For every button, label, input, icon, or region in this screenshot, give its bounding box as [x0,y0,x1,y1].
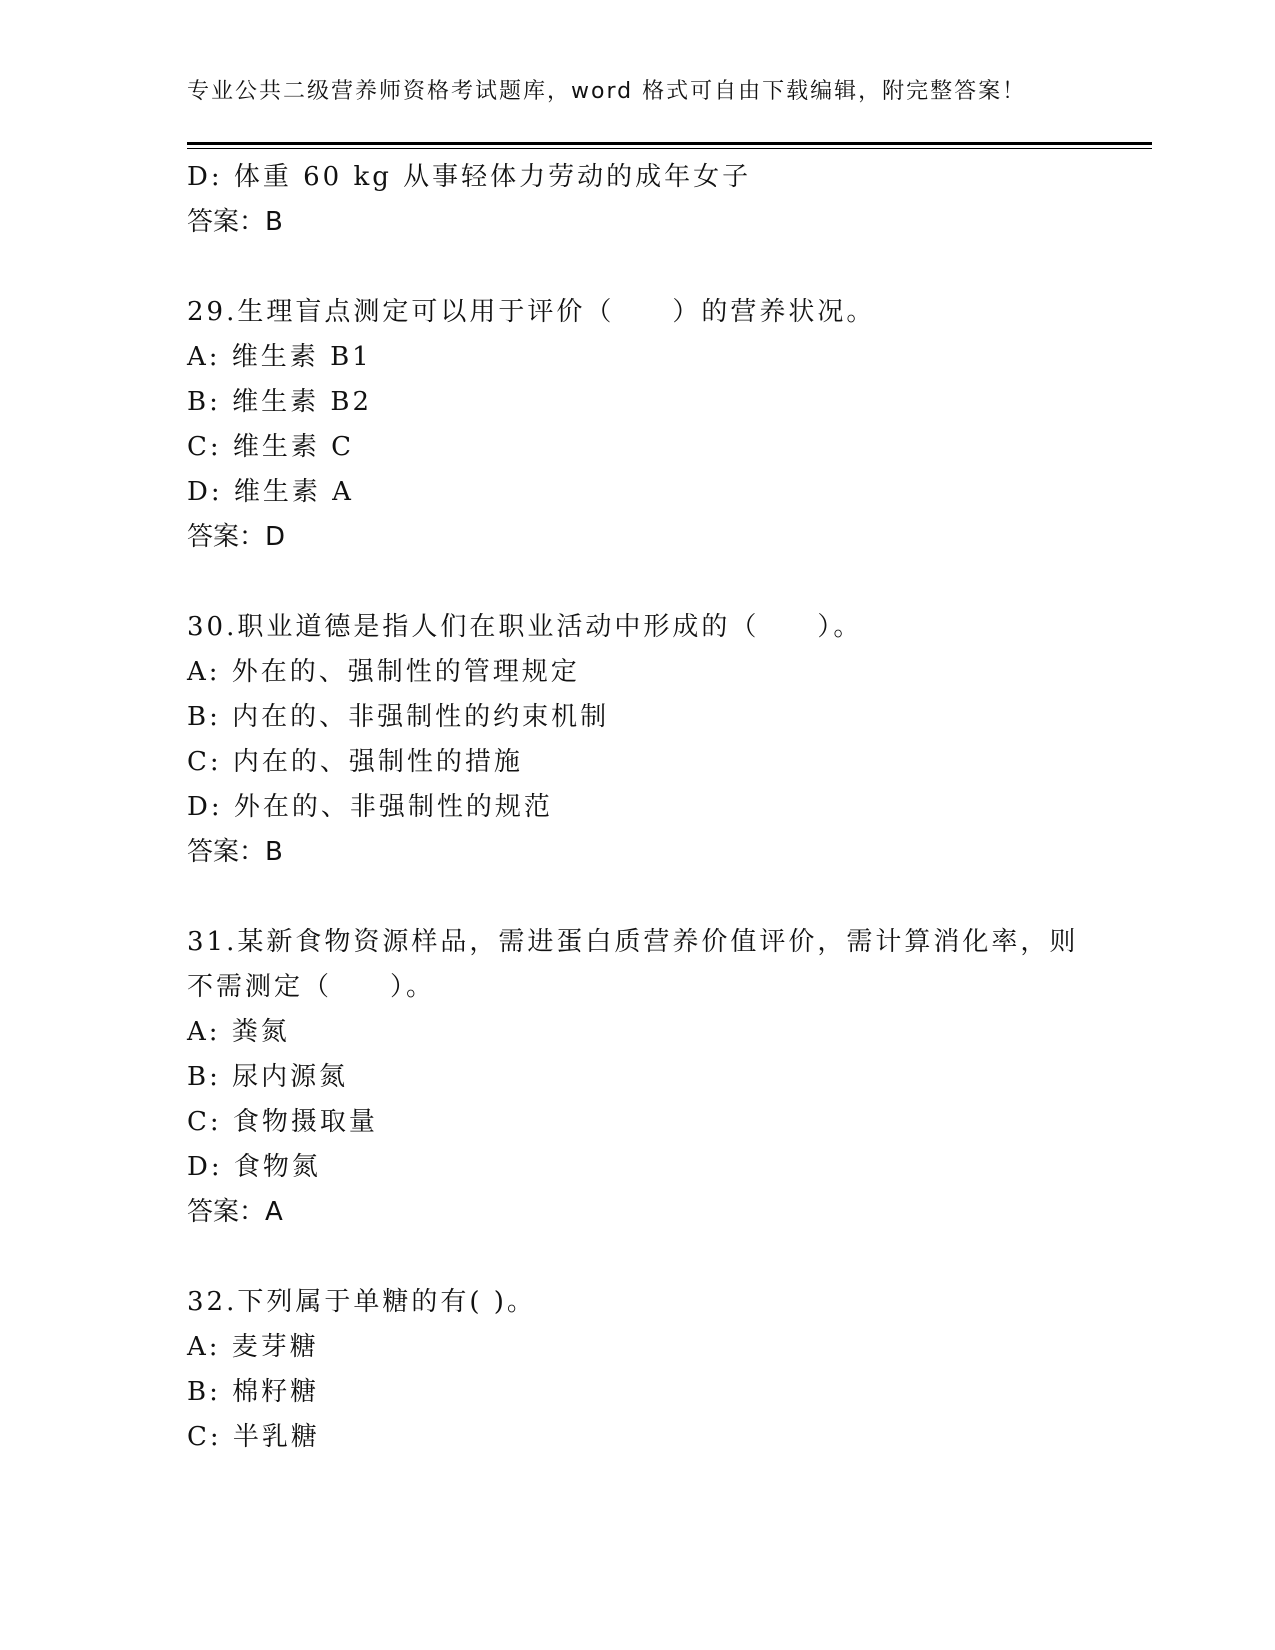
header-rule-thick [187,142,1152,145]
q29-option-d: D: 维生素 A [187,477,354,507]
q31-option-c: C: 食物摄取量 [187,1107,378,1137]
prev-answer: 答案：B [187,207,283,237]
prev-option-d: D: 体重 60 kg 从事轻体力劳动的成年女子 [187,162,752,192]
spacer [187,1235,1087,1280]
q30-option-c: C: 内在的、强制性的措施 [187,747,523,777]
q32-stem: 32.下列属于单糖的有( )。 [187,1287,536,1317]
q31-stem-line1: 31.某新食物资源样品，需进蛋白质营养价值评价，需计算消化率，则 [187,927,1079,957]
q30-option-a: A: 外在的、强制性的管理规定 [187,657,580,687]
q32-option-c: C: 半乳糖 [187,1422,320,1452]
q32-option-b: B: 棉籽糖 [187,1377,320,1407]
q32-option-a: A: 麦芽糖 [187,1332,319,1362]
q29-stem: 29.生理盲点测定可以用于评价（ ）的营养状况。 [187,297,876,327]
spacer [187,560,1087,605]
q31-option-d: D: 食物氮 [187,1152,321,1182]
q30-answer: 答案：B [187,837,283,867]
spacer [187,245,1087,290]
q30-option-d: D: 外在的、非强制性的规范 [187,792,553,822]
q31-stem-line2: 不需测定（ ）。 [187,972,436,1002]
q29-answer: 答案：D [187,522,286,552]
q31-option-b: B: 尿内源氮 [187,1062,349,1092]
q29-option-b: B: 维生素 B2 [187,387,373,417]
spacer [187,875,1087,920]
q31-answer: 答案：A [187,1197,283,1227]
header-rule-thin [187,148,1152,149]
question-list [187,155,1087,1460]
q29-option-c: C: 维生素 C [187,432,355,462]
q29-option-a: A: 维生素 B1 [187,342,372,372]
q30-stem: 30.职业道德是指人们在职业活动中形成的（ ）。 [187,612,863,642]
q31-option-a: A: 粪氮 [187,1017,290,1047]
q30-option-b: B: 内在的、非强制性的约束机制 [187,702,610,732]
page-header: 专业公共二级营养师资格考试题库，word 格式可自由下载编辑，附完整答案！ [187,79,1027,104]
